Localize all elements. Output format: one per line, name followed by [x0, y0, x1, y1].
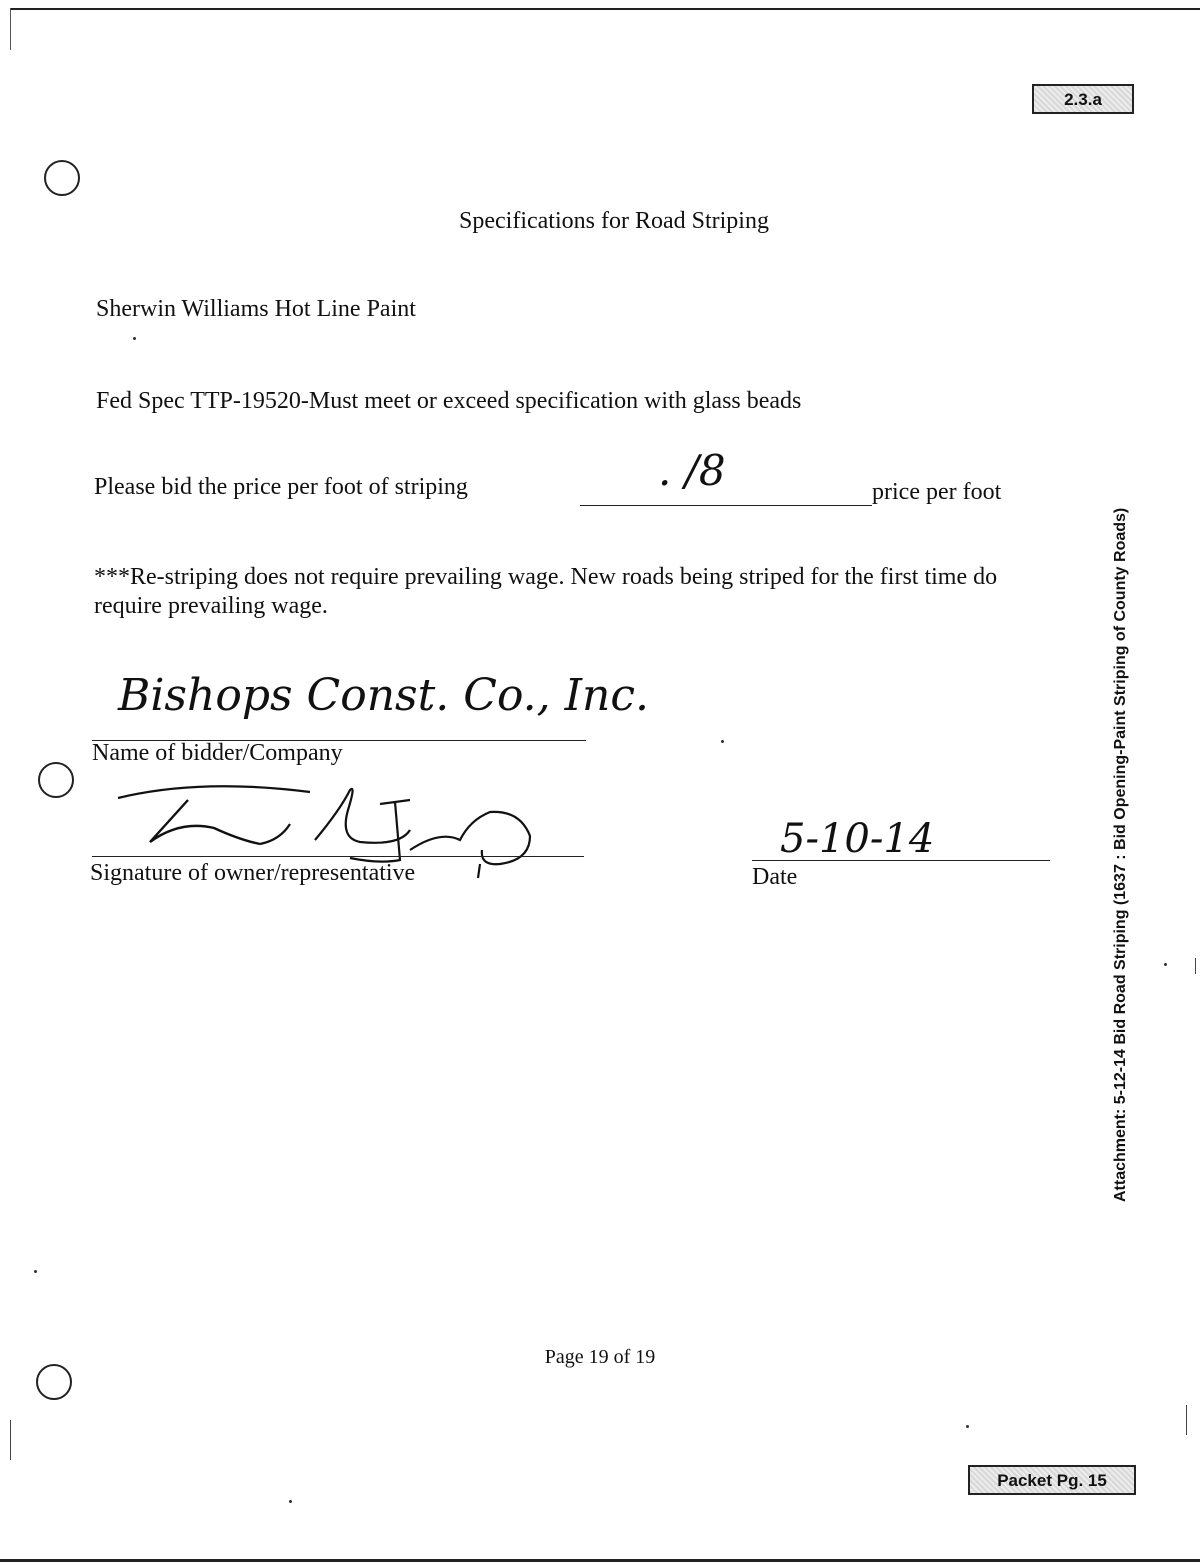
scan-mark: [10, 1420, 11, 1460]
bid-unit: price per foot: [872, 479, 1002, 505]
scan-speck: [1164, 963, 1167, 966]
scan-speck: [34, 1270, 37, 1273]
page-border-bottom: [0, 1559, 1200, 1562]
scan-speck: [721, 740, 724, 743]
date-handwritten: 5-10-14: [780, 816, 935, 862]
punch-hole-icon: [38, 762, 74, 798]
bid-label: Please bid the price per foot of striping: [94, 474, 468, 500]
document-title: Specifications for Road Striping: [459, 208, 769, 234]
paint-spec: Sherwin Williams Hot Line Paint: [96, 296, 416, 322]
page-border-left: [10, 8, 11, 50]
scan-mark: [1195, 958, 1196, 974]
signature-label: Signature of owner/representative: [90, 860, 416, 886]
bid-price-handwritten: . /8: [658, 446, 726, 495]
page-number: Page 19 of 19: [544, 1346, 656, 1368]
scan-speck: [133, 337, 136, 340]
attachment-side-label: Attachment: 5-12-14 Bid Road Striping (1637 : Bid Opening-Paint Striping of County Roads): [1112, 507, 1129, 1202]
date-line: [752, 860, 1050, 861]
page-border-top: [10, 8, 1200, 10]
wage-note-line2: require prevailing wage.: [94, 593, 328, 619]
packet-page-badge: Packet Pg. 15: [968, 1465, 1136, 1495]
date-label: Date: [752, 864, 798, 890]
bid-price-line: [580, 505, 872, 506]
section-badge: 2.3.a: [1032, 84, 1134, 114]
scan-mark: [1186, 1405, 1187, 1435]
punch-hole-icon: [44, 160, 80, 196]
fed-spec: Fed Spec TTP-19520-Must meet or exceed specification with glass beads: [96, 388, 802, 414]
signature-line: [92, 856, 584, 857]
scan-speck: [289, 1500, 292, 1503]
scan-speck: [966, 1425, 969, 1428]
bidder-name-handwritten: Bishops Const. Co., Inc.: [118, 670, 649, 721]
punch-hole-icon: [36, 1364, 72, 1400]
wage-note-line1: ***Re-striping does not require prevailing wage. New roads being striped for the first time do: [94, 564, 998, 590]
bidder-name-label: Name of bidder/Company: [92, 740, 343, 766]
